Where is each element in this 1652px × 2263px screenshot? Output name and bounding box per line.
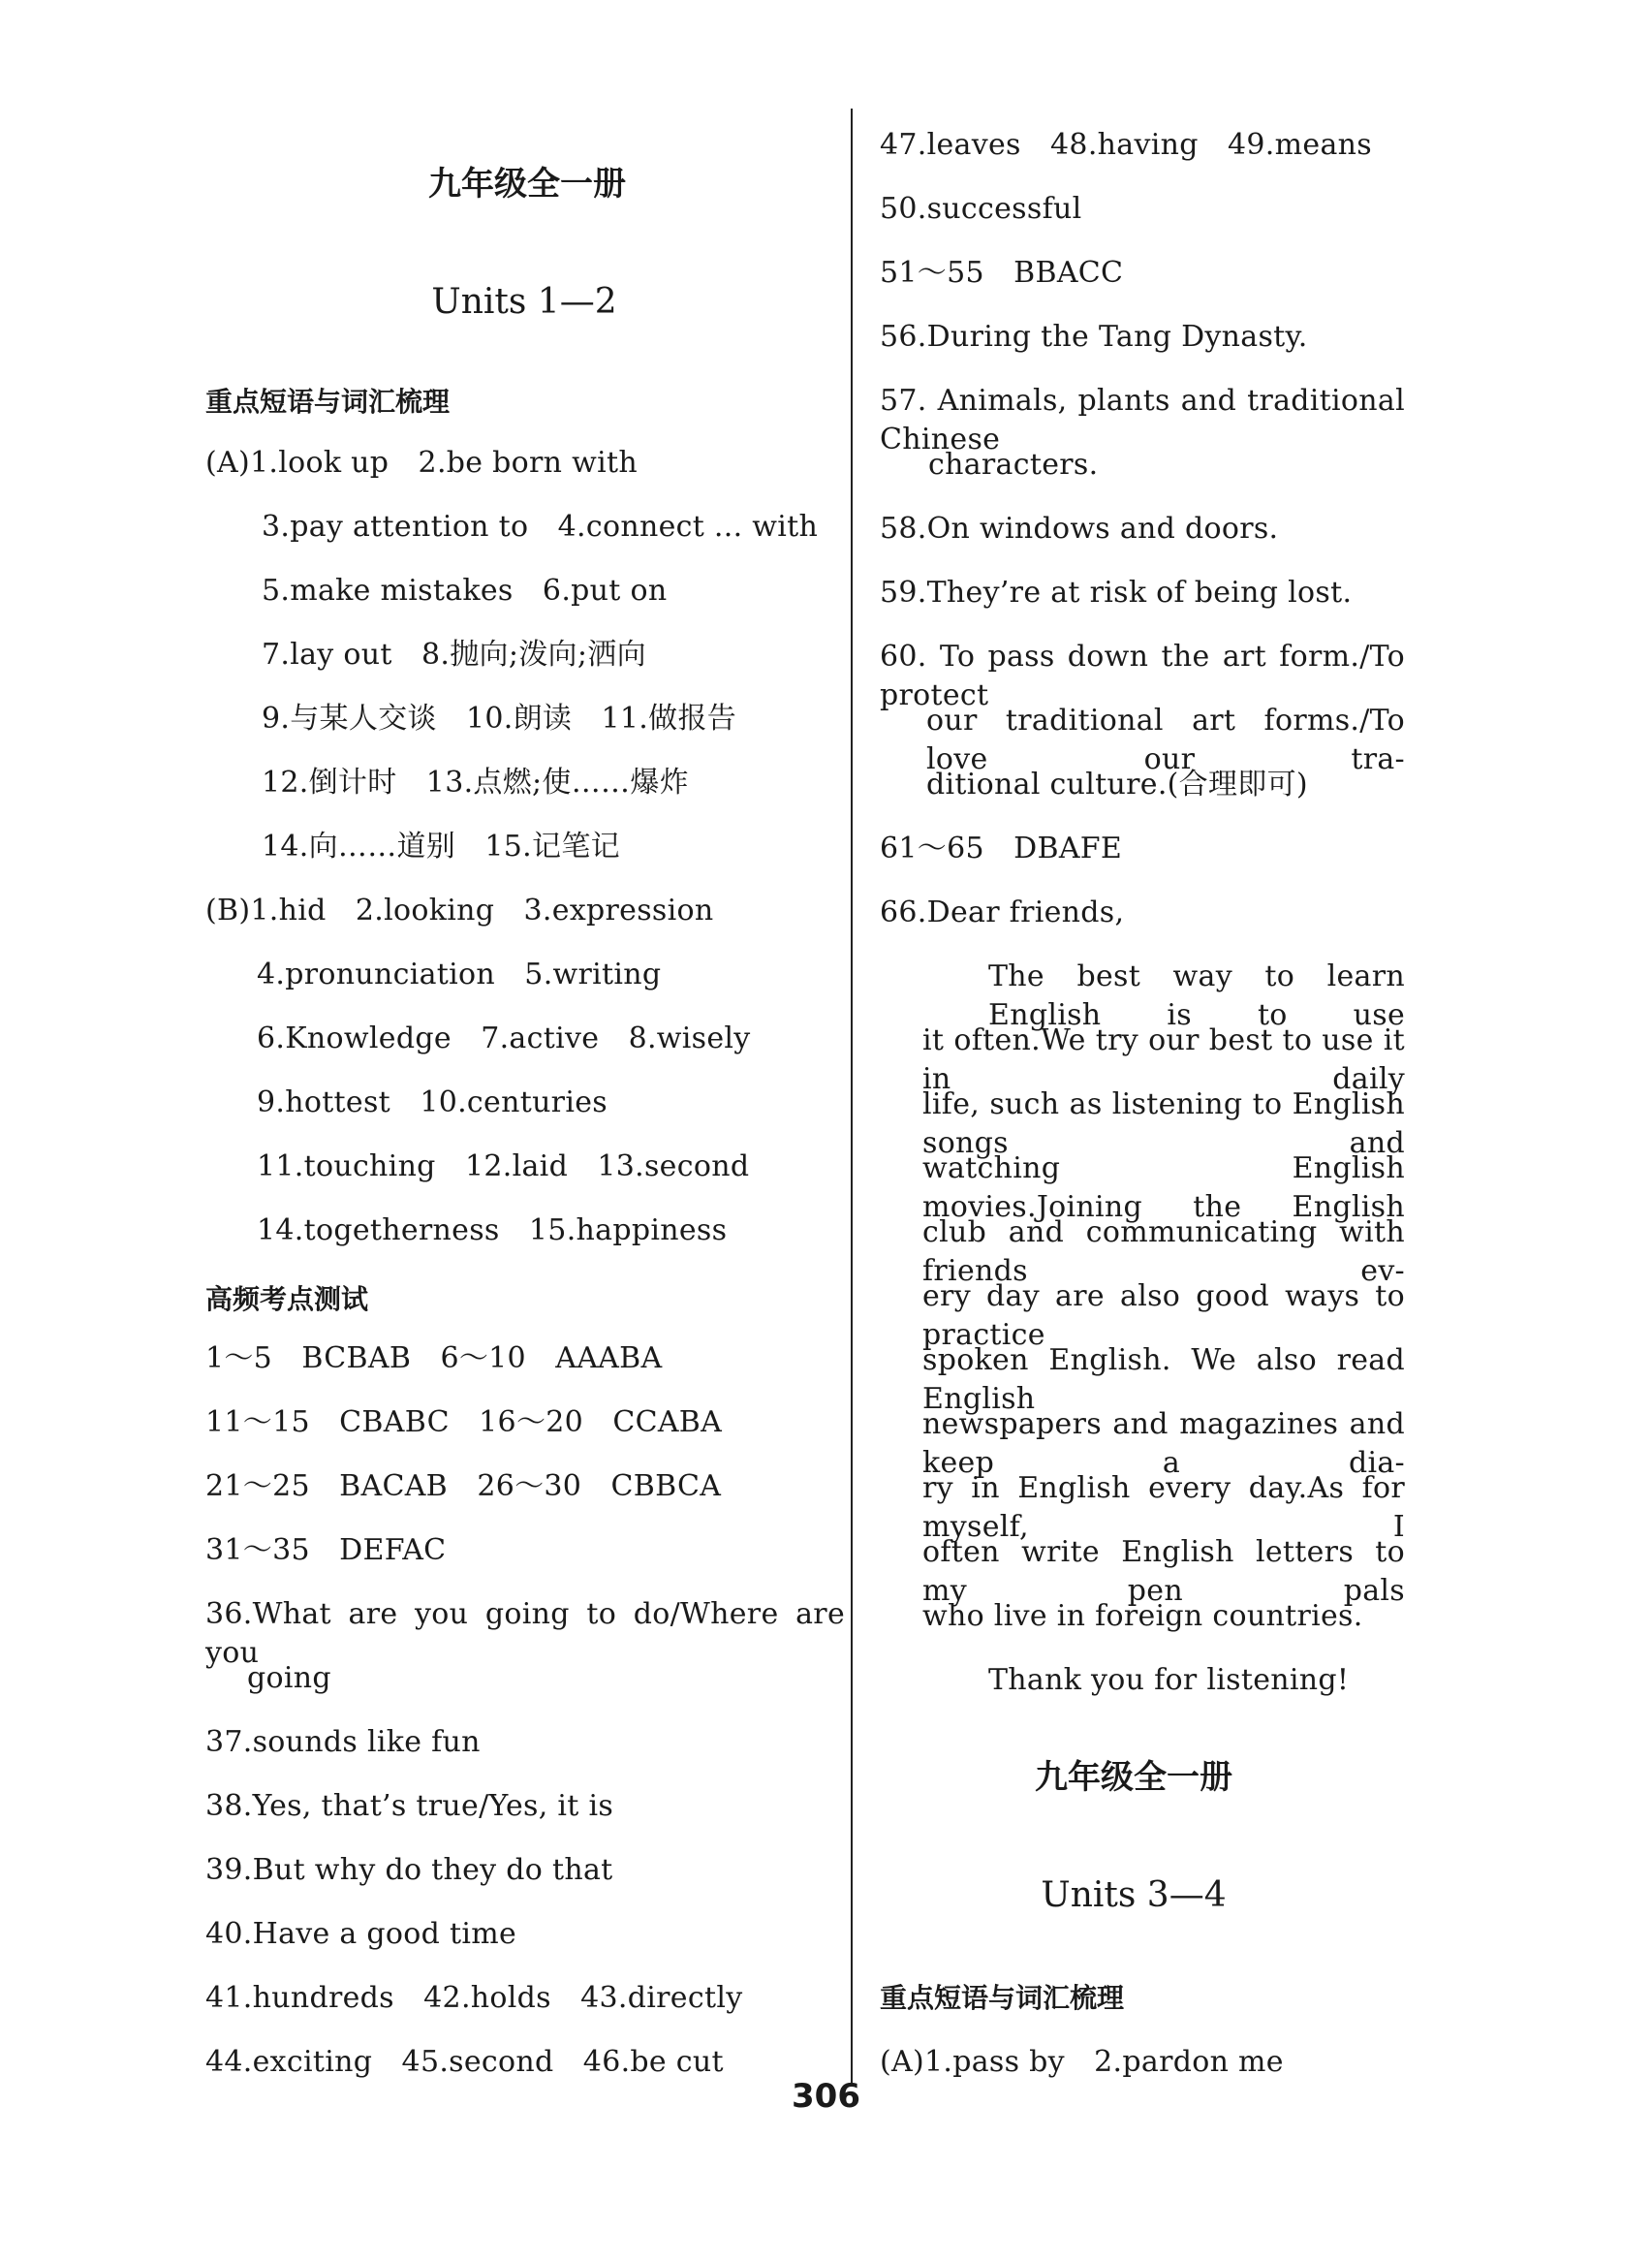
phrase-line: 14.togetherness 15.happiness	[257, 1213, 728, 1247]
essay-line: it often.We try our best to use it in daily	[922, 1023, 1405, 1096]
phrase-line: 9.与某人交谈 10.朗读 11.做报告	[262, 702, 737, 736]
essay-line: ery day are also good ways to practice	[922, 1279, 1405, 1352]
answer-line: 56.During the Tang Dynasty.	[880, 320, 1308, 354]
answer-line: 61～65 DBAFE	[880, 832, 1123, 865]
phrase-line: 9.hottest 10.centuries	[257, 1085, 608, 1119]
answer-line: 41.hundreds 42.holds 43.directly	[205, 1981, 743, 2015]
phrase-line: 11.touching 12.laid 13.second	[257, 1149, 750, 1183]
phrase-line: 5.make mistakes 6.put on	[262, 574, 668, 608]
essay-line: club and communicating with friends ev-	[922, 1215, 1405, 1288]
answer-line: 51～55 BBACC	[880, 256, 1124, 290]
phrase-line: 4.pronunciation 5.writing	[257, 958, 662, 991]
answer-line: 50.successful	[880, 192, 1082, 226]
grade-title: 九年级全一册	[428, 165, 626, 204]
answer-line: ditional culture.(合理即可)	[926, 768, 1308, 801]
answer-line: 57. Animals, plants and traditional Chinese	[880, 384, 1405, 456]
essay-line: ry in English every day.As for myself, I	[922, 1471, 1405, 1544]
answer-line: 1～5 BCBAB 6～10 AAABA	[205, 1341, 663, 1375]
essay-line: who live in foreign countries.	[922, 1599, 1363, 1633]
answer-line: 39.But why do they do that	[205, 1853, 613, 1887]
answer-line: our traditional art forms./To love our tra-	[926, 704, 1405, 776]
answer-line: 38.Yes, that’s true/Yes, it is	[205, 1789, 614, 1823]
answer-line: 36.What are you going to do/Where are you	[205, 1597, 845, 1670]
essay-line: newspapers and magazines and keep a dia-	[922, 1407, 1405, 1480]
units-title: Units 3—4	[1041, 1875, 1227, 1915]
answer-line: 11～15 CBABC 16～20 CCABA	[205, 1405, 723, 1439]
section-heading-phrases: 重点短语与词汇梳理	[205, 386, 451, 418]
answer-line: 58.On windows and doors.	[880, 512, 1279, 546]
page-number: 306	[792, 2077, 860, 2116]
answer-line: 37.sounds like fun	[205, 1725, 481, 1759]
answer-line: 31～35 DEFAC	[205, 1533, 447, 1567]
units-title: Units 1—2	[431, 282, 617, 322]
essay-line: life, such as listening to English songs and	[922, 1087, 1405, 1160]
answer-line: 60. To pass down the art form./To protect	[880, 640, 1405, 712]
essay-line: Thank you for listening!	[988, 1663, 1350, 1697]
phrase-line: 7.lay out 8.抛向;泼向;洒向	[262, 638, 646, 672]
essay-line: The best way to learn English is to use	[988, 959, 1405, 1032]
section-heading-test: 高频考点测试	[205, 1283, 369, 1315]
section-heading-phrases: 重点短语与词汇梳理	[880, 1982, 1125, 2014]
answer-line: going	[247, 1661, 331, 1695]
phrase-line: 3.pay attention to 4.connect ... with	[262, 510, 819, 544]
grade-title: 九年级全一册	[1035, 1758, 1232, 1797]
answer-line: 44.exciting 45.second 46.be cut	[205, 2045, 724, 2079]
essay-line: watching English movies.Joining the English	[922, 1151, 1405, 1224]
answer-line: 40.Have a good time	[205, 1917, 517, 1951]
phrase-line: 14.向……道别 15.记笔记	[262, 830, 620, 864]
answer-line: 21～25 BACAB 26～30 CBBCA	[205, 1469, 722, 1503]
essay-line: spoken English. We also read English	[922, 1343, 1405, 1416]
phrase-line: 6.Knowledge 7.active 8.wisely	[257, 1021, 751, 1055]
phrase-line: (B)1.hid 2.looking 3.expression	[205, 894, 714, 927]
answer-line: 47.leaves 48.having 49.means	[880, 128, 1372, 162]
phrase-line: (A)1.look up 2.be born with	[205, 446, 638, 480]
answer-line: 59.They’re at risk of being lost.	[880, 576, 1353, 610]
essay-line: often write English letters to my pen pals	[922, 1535, 1405, 1608]
answer-line: characters.	[928, 448, 1099, 482]
phrase-line: 12.倒计时 13.点燃;使……爆炸	[262, 766, 689, 800]
phrase-line: (A)1.pass by 2.pardon me	[880, 2045, 1284, 2079]
answer-line: 66.Dear friends,	[880, 896, 1125, 929]
